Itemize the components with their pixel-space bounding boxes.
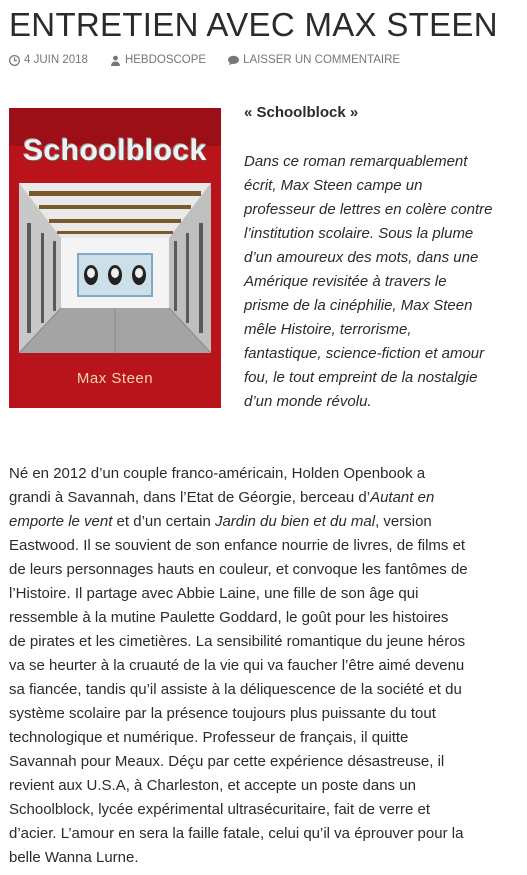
body-line: de pirates et les cimetières. La sensibilité romantique du jeune héros [9,633,466,650]
body-text: et d’un certain [112,513,215,530]
clock-icon [9,55,20,66]
body-line: sa fiancée, tandis qu’il assiste à la déliquescence de la société et du [9,681,462,698]
synopsis-line: écrit, Max Steen campe un [244,177,423,194]
post-date: 4 JUIN 2018 [24,54,88,66]
body-line: va se heurter à la cruauté de la vie qui va faucher l’être aimé devenu [9,657,465,674]
body-text: grandi à Savannah, dans l’Etat de Géorgie, berceau d’ [9,489,371,506]
book-reference: emporte le vent [9,513,113,530]
article-body [9,462,519,870]
synopsis-line: fou, le tout empreint de la nostalgie [244,369,478,386]
body-line: Eastwood. Il se souvient de son enfance nourrie de livres, de films et [9,537,466,554]
body-line: l’Histoire. Il partage avec Abbie Laine, une fille de son âge qui [9,585,419,602]
cover-author: Max Steen [76,370,154,387]
body-line: revient aux U.S.A, à Charleston, et accepte un poste dans un [9,777,416,794]
comment-label: LAISSER UN COMMENTAIRE [243,54,401,66]
book-synopsis [244,150,493,414]
book-cover-image [9,108,221,408]
synopsis-line: prisme de la cinéphilie, Max Steen [244,297,473,314]
body-line [9,510,519,534]
comment-link[interactable] [228,54,400,66]
synopsis-line: mêle Histoire, terrorisme, [244,321,412,338]
post-author: HEBDOSCOPE [124,54,207,66]
body-line: de leurs personnages hauts en couleur, et convoque les fantômes de [9,561,468,578]
synopsis-line: Amérique revisitée à travers le [244,273,447,290]
body-line: système scolaire par la présence toujours plus puissante du tout [9,705,436,722]
synopsis-line: d’un amoureux des mots, dans une [244,249,479,266]
body-line: technologique et numérique. Professeur de français, il quitte [9,729,409,746]
body-line: d’acier. L’amour en sera la faille fatale, celui qu’il va éprouver pour la [9,825,464,842]
synopsis-line: d’un monde révolu. [244,393,372,410]
synopsis-line: professeur de lettres en colère contre [244,201,493,218]
cover-title: Schoolblock [23,134,207,167]
author-link[interactable] [110,54,206,66]
date-link[interactable] [9,54,88,66]
body-line: belle Wanna Lurne. [9,849,139,866]
user-icon [110,55,121,66]
body-line: ressemble à la mutine Paulette Goddard, le goût pour les histoires [9,609,449,626]
synopsis-line: fantastique, science-fiction et amour [244,345,485,362]
body-line: Schoolblock, lycée expérimental ultrasécuritaire, fait de verre et [9,801,431,818]
synopsis-line: l’institution scolaire. Sous la plume [244,225,474,242]
body-text: , version [375,513,432,530]
article-title: ENTRETIEN AVEC MAX STEEN [9,6,498,43]
body-line: Savannah pour Meaux. Déçu par cette expérience désastreuse, il [9,753,445,770]
body-line [9,486,519,510]
synopsis-line: Dans ce roman remarquablement [244,153,468,170]
body-line: Né en 2012 d’un couple franco-américain, Holden Openbook a [9,465,426,482]
book-reference: Jardin du bien et du mal [214,513,376,530]
book-reference: Autant en [370,489,435,506]
book-title-quote: « Schoolblock » [244,104,359,121]
comment-icon [228,55,239,66]
article-meta [9,54,422,66]
